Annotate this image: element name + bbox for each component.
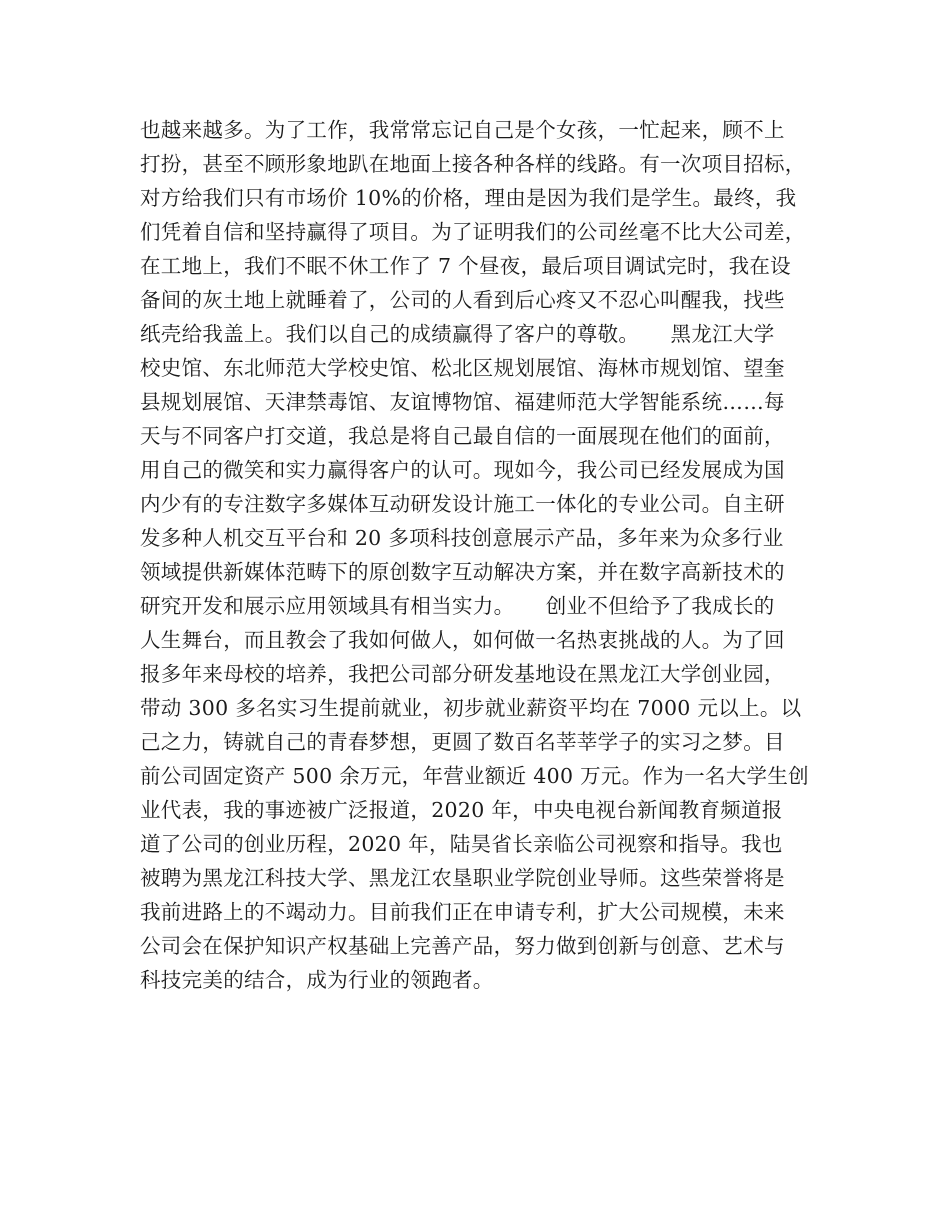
text-line: 们凭着自信和坚持赢得了项目。为了证明我们的公司丝毫不比大公司差，	[140, 220, 806, 244]
text-line: 打扮，甚至不顾形象地趴在地面上接各种各样的线路。有一次项目招标，	[140, 152, 806, 176]
text-line: 公司会在保护知识产权基础上完善产品，努力做到创新与创意、艺术与	[140, 934, 785, 958]
text-line: 我前进路上的不竭动力。目前我们正在申请专利，扩大公司规模，未来	[140, 900, 785, 924]
text-line: 被聘为黑龙江科技大学、黑龙江农垦职业学院创业导师。这些荣誉将是	[140, 866, 785, 890]
text-line: 道了公司的创业历程，2020 年，陆昊省长亲临公司视察和指导。我也	[140, 832, 783, 856]
text-line: 人生舞台，而且教会了我如何做人，如何做一名热衷挑战的人。为了回	[140, 628, 785, 652]
text-line: 备间的灰土地上就睡着了，公司的人看到后心疼又不忍心叫醒我，找些	[140, 288, 785, 312]
text-line: 内少有的专注数字多媒体互动研发设计施工一体化的专业公司。自主研	[140, 492, 785, 516]
text-line: 用自己的微笑和实力赢得客户的认可。现如今，我公司已经发展成为国	[140, 458, 785, 482]
text-line: 带动 300 多名实习生提前就业，初步就业薪资平均在 7000 元以上。以	[140, 696, 802, 720]
text-line: 报多年来母校的培养，我把公司部分研发基地设在黑龙江大学创业园，	[140, 662, 785, 686]
text-line: 天与不同客户打交道，我总是将自己最自信的一面展现在他们的面前，	[140, 424, 785, 448]
text-line: 在工地上，我们不眠不休工作了 7 个昼夜，最后项目调试完时，我在设	[140, 254, 791, 278]
body-text	[140, 113, 820, 997]
text-line: 发多种人机交互平台和 20 多项科技创意展示产品，多年来为众多行业	[140, 526, 784, 550]
text-line: 科技完美的结合，成为行业的领跑者。	[140, 968, 494, 992]
text-line: 校史馆、东北师范大学校史馆、松北区规划展馆、海林市规划馆、望奎	[140, 356, 785, 380]
text-line: 领域提供新媒体范畴下的原创数字互动解决方案，并在数字高新技术的	[140, 560, 785, 584]
text-line: 前公司固定资产 500 余万元，年营业额近 400 万元。作为一名大学生创	[140, 764, 809, 788]
text-line: 纸壳给我盖上。我们以自己的成绩赢得了客户的尊敬。 黑龙江大学	[140, 322, 775, 346]
text-line: 县规划展馆、天津禁毒馆、友谊博物馆、福建师范大学智能系统……每	[140, 390, 785, 414]
text-line: 对方给我们只有市场价 10%的价格，理由是因为我们是学生。最终，我	[140, 186, 797, 210]
text-line: 业代表，我的事迹被广泛报道，2020 年，中央电视台新闻教育频道报	[140, 798, 783, 822]
text-line: 研究开发和展示应用领域具有相当实力。 创业不但给予了我成长的	[140, 594, 775, 618]
text-line: 己之力，铸就自己的青春梦想，更圆了数百名莘莘学子的实习之梦。目	[140, 730, 785, 754]
text-line: 也越来越多。为了工作，我常常忘记自己是个女孩，一忙起来，顾不上	[140, 118, 785, 142]
